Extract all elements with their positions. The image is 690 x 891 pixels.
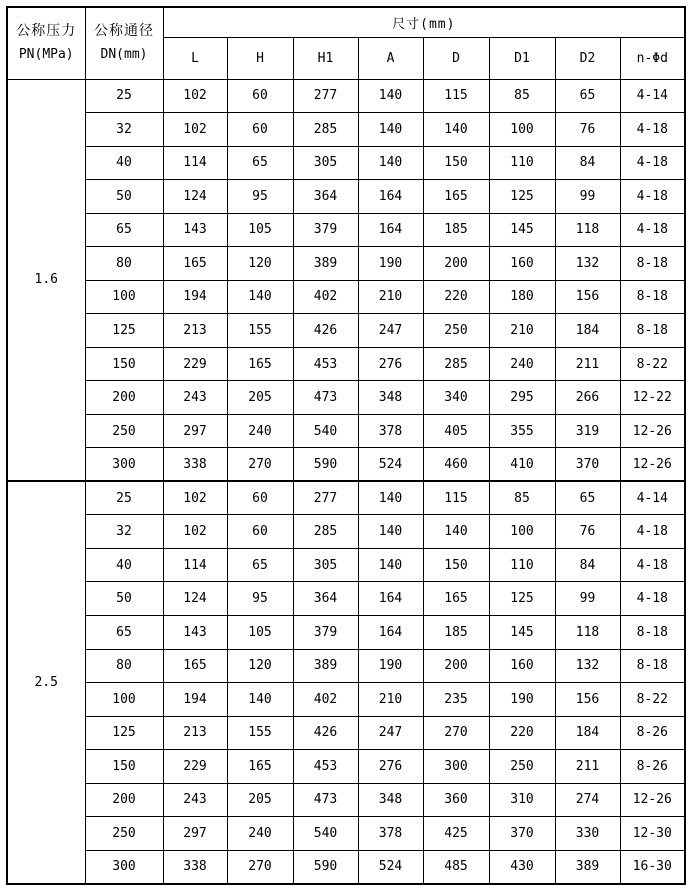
dimension-cell: 524 (358, 448, 423, 482)
dimension-cell: 243 (163, 381, 227, 415)
dimension-cell: 105 (227, 213, 293, 247)
table-row (7, 414, 685, 448)
col-header-H1: H1 (293, 37, 358, 79)
dimension-cell: 389 (293, 247, 358, 281)
dimension-cell: 330 (555, 817, 620, 851)
dimension-cell: 240 (227, 414, 293, 448)
dimension-cell: 145 (489, 616, 555, 650)
dimension-cell: 124 (163, 180, 227, 214)
dimension-cell: 270 (423, 716, 489, 750)
dimension-cell: 4-14 (620, 481, 685, 515)
dimension-cell: 355 (489, 414, 555, 448)
dimension-cell: 76 (555, 515, 620, 549)
dimension-cell: 115 (423, 481, 489, 515)
dimension-spec-table (6, 6, 686, 885)
table-row (7, 213, 685, 247)
dimension-cell: 140 (423, 113, 489, 147)
dimension-cell: 16-30 (620, 850, 685, 884)
dimension-cell: 540 (293, 414, 358, 448)
dimension-cell: 266 (555, 381, 620, 415)
dimension-cell: 95 (227, 582, 293, 616)
dimension-cell: 277 (293, 481, 358, 515)
dimension-cell: 140 (358, 548, 423, 582)
dimension-cell: 319 (555, 414, 620, 448)
dimension-cell: 85 (489, 79, 555, 113)
table-row (7, 347, 685, 381)
dimension-cell: 4-14 (620, 79, 685, 113)
dimension-cell: 65 (227, 146, 293, 180)
dimension-cell: 300 (423, 750, 489, 784)
dn-cell: 50 (85, 582, 163, 616)
dimension-cell: 210 (358, 683, 423, 717)
dimension-cell: 115 (423, 79, 489, 113)
dimension-cell: 190 (358, 247, 423, 281)
dimension-cell: 8-26 (620, 716, 685, 750)
dimension-cell: 102 (163, 79, 227, 113)
dimension-cell: 229 (163, 750, 227, 784)
dimension-cell: 164 (358, 616, 423, 650)
table-row (7, 448, 685, 482)
dimension-cell: 4-18 (620, 515, 685, 549)
dimension-cell: 110 (489, 146, 555, 180)
dimension-cell: 364 (293, 180, 358, 214)
table-row (7, 817, 685, 851)
dimension-cell: 165 (227, 347, 293, 381)
header-row-top (7, 7, 685, 37)
dimension-cell: 348 (358, 783, 423, 817)
dimension-cell: 164 (358, 582, 423, 616)
dn-cell: 150 (85, 347, 163, 381)
dimension-cell: 360 (423, 783, 489, 817)
dimension-cell: 8-26 (620, 750, 685, 784)
dimension-cell: 120 (227, 649, 293, 683)
dimension-cell: 305 (293, 548, 358, 582)
dimension-cell: 590 (293, 448, 358, 482)
dimension-cell: 410 (489, 448, 555, 482)
dimension-cell: 213 (163, 716, 227, 750)
dimension-cell: 285 (423, 347, 489, 381)
table-row (7, 79, 685, 113)
dimension-cell: 4-18 (620, 548, 685, 582)
dn-cell: 250 (85, 414, 163, 448)
table-row (7, 113, 685, 147)
dn-cell: 65 (85, 213, 163, 247)
dimension-cell: 426 (293, 314, 358, 348)
dimension-cell: 114 (163, 146, 227, 180)
dimension-cell: 102 (163, 515, 227, 549)
dimension-cell: 379 (293, 616, 358, 650)
table-header (7, 7, 685, 79)
col-header-H: H (227, 37, 293, 79)
dimension-cell: 305 (293, 146, 358, 180)
dimension-cell: 378 (358, 817, 423, 851)
dimension-cell: 165 (227, 750, 293, 784)
table-row (7, 750, 685, 784)
dimension-cell: 205 (227, 381, 293, 415)
dimension-cell: 60 (227, 515, 293, 549)
dimension-cell: 453 (293, 347, 358, 381)
dimension-cell: 370 (489, 817, 555, 851)
dimension-cell: 8-18 (620, 314, 685, 348)
col-header-n-phi-d: n-Φd (620, 37, 685, 79)
dimension-cell: 194 (163, 280, 227, 314)
dn-cell: 125 (85, 716, 163, 750)
dimension-cell: 165 (423, 582, 489, 616)
dimension-cell: 95 (227, 180, 293, 214)
dimension-cell: 473 (293, 783, 358, 817)
dimension-cell: 379 (293, 213, 358, 247)
dn-cell: 80 (85, 247, 163, 281)
dimension-cell: 590 (293, 850, 358, 884)
dimension-cell: 250 (489, 750, 555, 784)
dimension-cell: 65 (227, 548, 293, 582)
dimension-cell: 185 (423, 213, 489, 247)
dimension-cell: 235 (423, 683, 489, 717)
dimension-cell: 164 (358, 213, 423, 247)
col-header-nominal-diameter (85, 7, 163, 79)
dimension-cell: 100 (489, 515, 555, 549)
dimension-cell: 213 (163, 314, 227, 348)
nominal-pressure-unit: PN(MPa) (18, 47, 74, 63)
dimension-cell: 338 (163, 850, 227, 884)
col-header-L: L (163, 37, 227, 79)
dimension-cell: 4-18 (620, 180, 685, 214)
table-row (7, 582, 685, 616)
dimension-cell: 125 (489, 582, 555, 616)
dimension-cell: 340 (423, 381, 489, 415)
dimension-cell: 160 (489, 247, 555, 281)
dimension-cell: 295 (489, 381, 555, 415)
dimension-cell: 211 (555, 347, 620, 381)
dimension-cell: 140 (358, 146, 423, 180)
dimension-cell: 118 (555, 213, 620, 247)
table-row (7, 280, 685, 314)
dn-cell: 125 (85, 314, 163, 348)
dimension-cell: 220 (489, 716, 555, 750)
dimension-cell: 485 (423, 850, 489, 884)
dimension-cell: 118 (555, 616, 620, 650)
dimension-cell: 12-26 (620, 448, 685, 482)
dimension-cell: 60 (227, 79, 293, 113)
dimension-cell: 185 (423, 616, 489, 650)
dimension-cell: 150 (423, 548, 489, 582)
dimension-cell: 473 (293, 381, 358, 415)
dimension-cell: 164 (358, 180, 423, 214)
dimension-cell: 405 (423, 414, 489, 448)
dimension-cell: 165 (423, 180, 489, 214)
dimension-cell: 229 (163, 347, 227, 381)
table-row (7, 481, 685, 515)
dimension-cell: 276 (358, 347, 423, 381)
dimension-cell: 370 (555, 448, 620, 482)
dimension-cell: 247 (358, 716, 423, 750)
dimension-cell: 277 (293, 79, 358, 113)
dimension-cell: 180 (489, 280, 555, 314)
dn-cell: 50 (85, 180, 163, 214)
dimension-cell: 132 (555, 247, 620, 281)
col-header-D: D (423, 37, 489, 79)
table-row (7, 247, 685, 281)
dimension-cell: 125 (489, 180, 555, 214)
dimension-cell: 274 (555, 783, 620, 817)
dimension-cell: 76 (555, 113, 620, 147)
dn-cell: 25 (85, 481, 163, 515)
dimension-cell: 65 (555, 481, 620, 515)
dimension-cell: 270 (227, 448, 293, 482)
table-row (7, 649, 685, 683)
table-row (7, 616, 685, 650)
dimension-cell: 190 (489, 683, 555, 717)
dimension-cell: 540 (293, 817, 358, 851)
dimension-cell: 143 (163, 213, 227, 247)
dimension-cell: 310 (489, 783, 555, 817)
dimension-cell: 270 (227, 850, 293, 884)
dimension-cell: 276 (358, 750, 423, 784)
dimension-cell: 140 (227, 280, 293, 314)
dimension-cell: 160 (489, 649, 555, 683)
dimension-cell: 140 (358, 79, 423, 113)
table-row (7, 180, 685, 214)
dimension-cell: 211 (555, 750, 620, 784)
dimension-cell: 240 (227, 817, 293, 851)
dimension-cell: 156 (555, 280, 620, 314)
dn-cell: 300 (85, 850, 163, 884)
col-header-D2: D2 (555, 37, 620, 79)
table-row (7, 515, 685, 549)
dimension-cell: 184 (555, 716, 620, 750)
dn-cell: 65 (85, 616, 163, 650)
dimension-cell: 250 (423, 314, 489, 348)
dimension-cell: 140 (358, 113, 423, 147)
dimension-cell: 132 (555, 649, 620, 683)
dimension-cell: 165 (163, 649, 227, 683)
dimension-cell: 124 (163, 582, 227, 616)
dimension-cell: 243 (163, 783, 227, 817)
table-row (7, 146, 685, 180)
dimension-cell: 8-18 (620, 247, 685, 281)
dimension-cell: 105 (227, 616, 293, 650)
dimension-cell: 297 (163, 817, 227, 851)
dimension-cell: 348 (358, 381, 423, 415)
dimension-cell: 247 (358, 314, 423, 348)
nominal-diameter-label: 公称通径 (94, 22, 154, 39)
dn-cell: 300 (85, 448, 163, 482)
col-header-nominal-pressure (7, 7, 85, 79)
col-header-D1: D1 (489, 37, 555, 79)
dn-cell: 32 (85, 113, 163, 147)
dimension-cell: 120 (227, 247, 293, 281)
table-row (7, 314, 685, 348)
dimension-cell: 425 (423, 817, 489, 851)
dimension-cell: 8-22 (620, 347, 685, 381)
nominal-diameter-unit: DN(mm) (100, 47, 148, 63)
dimension-cell: 240 (489, 347, 555, 381)
dn-cell: 100 (85, 280, 163, 314)
dimension-cell: 524 (358, 850, 423, 884)
dimension-cell: 12-26 (620, 783, 685, 817)
dn-cell: 100 (85, 683, 163, 717)
dimension-cell: 110 (489, 548, 555, 582)
table-row (7, 716, 685, 750)
table-row (7, 381, 685, 415)
dimension-cell: 65 (555, 79, 620, 113)
dimension-cell: 364 (293, 582, 358, 616)
dimension-cell: 150 (423, 146, 489, 180)
dimension-cell: 453 (293, 750, 358, 784)
dimension-cell: 8-22 (620, 683, 685, 717)
dimension-cell: 4-18 (620, 146, 685, 180)
dn-cell: 200 (85, 381, 163, 415)
dimension-cell: 210 (358, 280, 423, 314)
dimension-cell: 140 (358, 481, 423, 515)
table-row (7, 683, 685, 717)
pressure-group-cell: 1.6 (7, 79, 85, 481)
dimension-cell: 165 (163, 247, 227, 281)
dn-cell: 25 (85, 79, 163, 113)
table-body (7, 79, 685, 884)
dimension-cell: 60 (227, 113, 293, 147)
dimension-cell: 389 (293, 649, 358, 683)
dimension-cell: 156 (555, 683, 620, 717)
dimension-cell: 155 (227, 314, 293, 348)
dimension-cell: 99 (555, 582, 620, 616)
dimension-cell: 84 (555, 548, 620, 582)
dimension-cell: 100 (489, 113, 555, 147)
dimension-cell: 194 (163, 683, 227, 717)
dimension-cell: 426 (293, 716, 358, 750)
dimension-cell: 143 (163, 616, 227, 650)
dimension-cell: 99 (555, 180, 620, 214)
table-row (7, 548, 685, 582)
dimension-cell: 285 (293, 113, 358, 147)
dimension-cell: 102 (163, 113, 227, 147)
dn-cell: 250 (85, 817, 163, 851)
col-header-dimensions: 尺寸(mm) (163, 7, 685, 37)
pressure-group-cell: 2.5 (7, 481, 85, 884)
dimension-cell: 60 (227, 481, 293, 515)
dimension-cell: 4-18 (620, 582, 685, 616)
dimension-cell: 4-18 (620, 113, 685, 147)
dimension-cell: 8-18 (620, 616, 685, 650)
dimension-cell: 12-22 (620, 381, 685, 415)
dimension-cell: 402 (293, 683, 358, 717)
table-row (7, 850, 685, 884)
table-row (7, 783, 685, 817)
dn-cell: 32 (85, 515, 163, 549)
dn-cell: 80 (85, 649, 163, 683)
dimension-cell: 8-18 (620, 280, 685, 314)
dimension-cell: 430 (489, 850, 555, 884)
dn-cell: 40 (85, 146, 163, 180)
dimension-cell: 205 (227, 783, 293, 817)
dn-cell: 40 (85, 548, 163, 582)
dimension-cell: 145 (489, 213, 555, 247)
dimension-cell: 200 (423, 649, 489, 683)
dimension-cell: 220 (423, 280, 489, 314)
nominal-pressure-label: 公称压力 (16, 22, 77, 39)
dimension-cell: 140 (423, 515, 489, 549)
dn-cell: 200 (85, 783, 163, 817)
dimension-cell: 285 (293, 515, 358, 549)
dimension-cell: 4-18 (620, 213, 685, 247)
dimension-cell: 12-26 (620, 414, 685, 448)
dimension-cell: 102 (163, 481, 227, 515)
dimension-cell: 84 (555, 146, 620, 180)
col-header-A: A (358, 37, 423, 79)
dimension-cell: 8-18 (620, 649, 685, 683)
dimension-cell: 378 (358, 414, 423, 448)
dimension-cell: 140 (227, 683, 293, 717)
dn-cell: 150 (85, 750, 163, 784)
dimension-cell: 12-30 (620, 817, 685, 851)
dimension-cell: 338 (163, 448, 227, 482)
dimension-cell: 190 (358, 649, 423, 683)
dimension-cell: 85 (489, 481, 555, 515)
dimension-cell: 460 (423, 448, 489, 482)
dimension-cell: 402 (293, 280, 358, 314)
dimension-cell: 184 (555, 314, 620, 348)
dimension-cell: 389 (555, 850, 620, 884)
dimension-cell: 140 (358, 515, 423, 549)
dimension-cell: 114 (163, 548, 227, 582)
dimension-cell: 200 (423, 247, 489, 281)
dimension-cell: 155 (227, 716, 293, 750)
dimension-cell: 210 (489, 314, 555, 348)
dimension-cell: 297 (163, 414, 227, 448)
